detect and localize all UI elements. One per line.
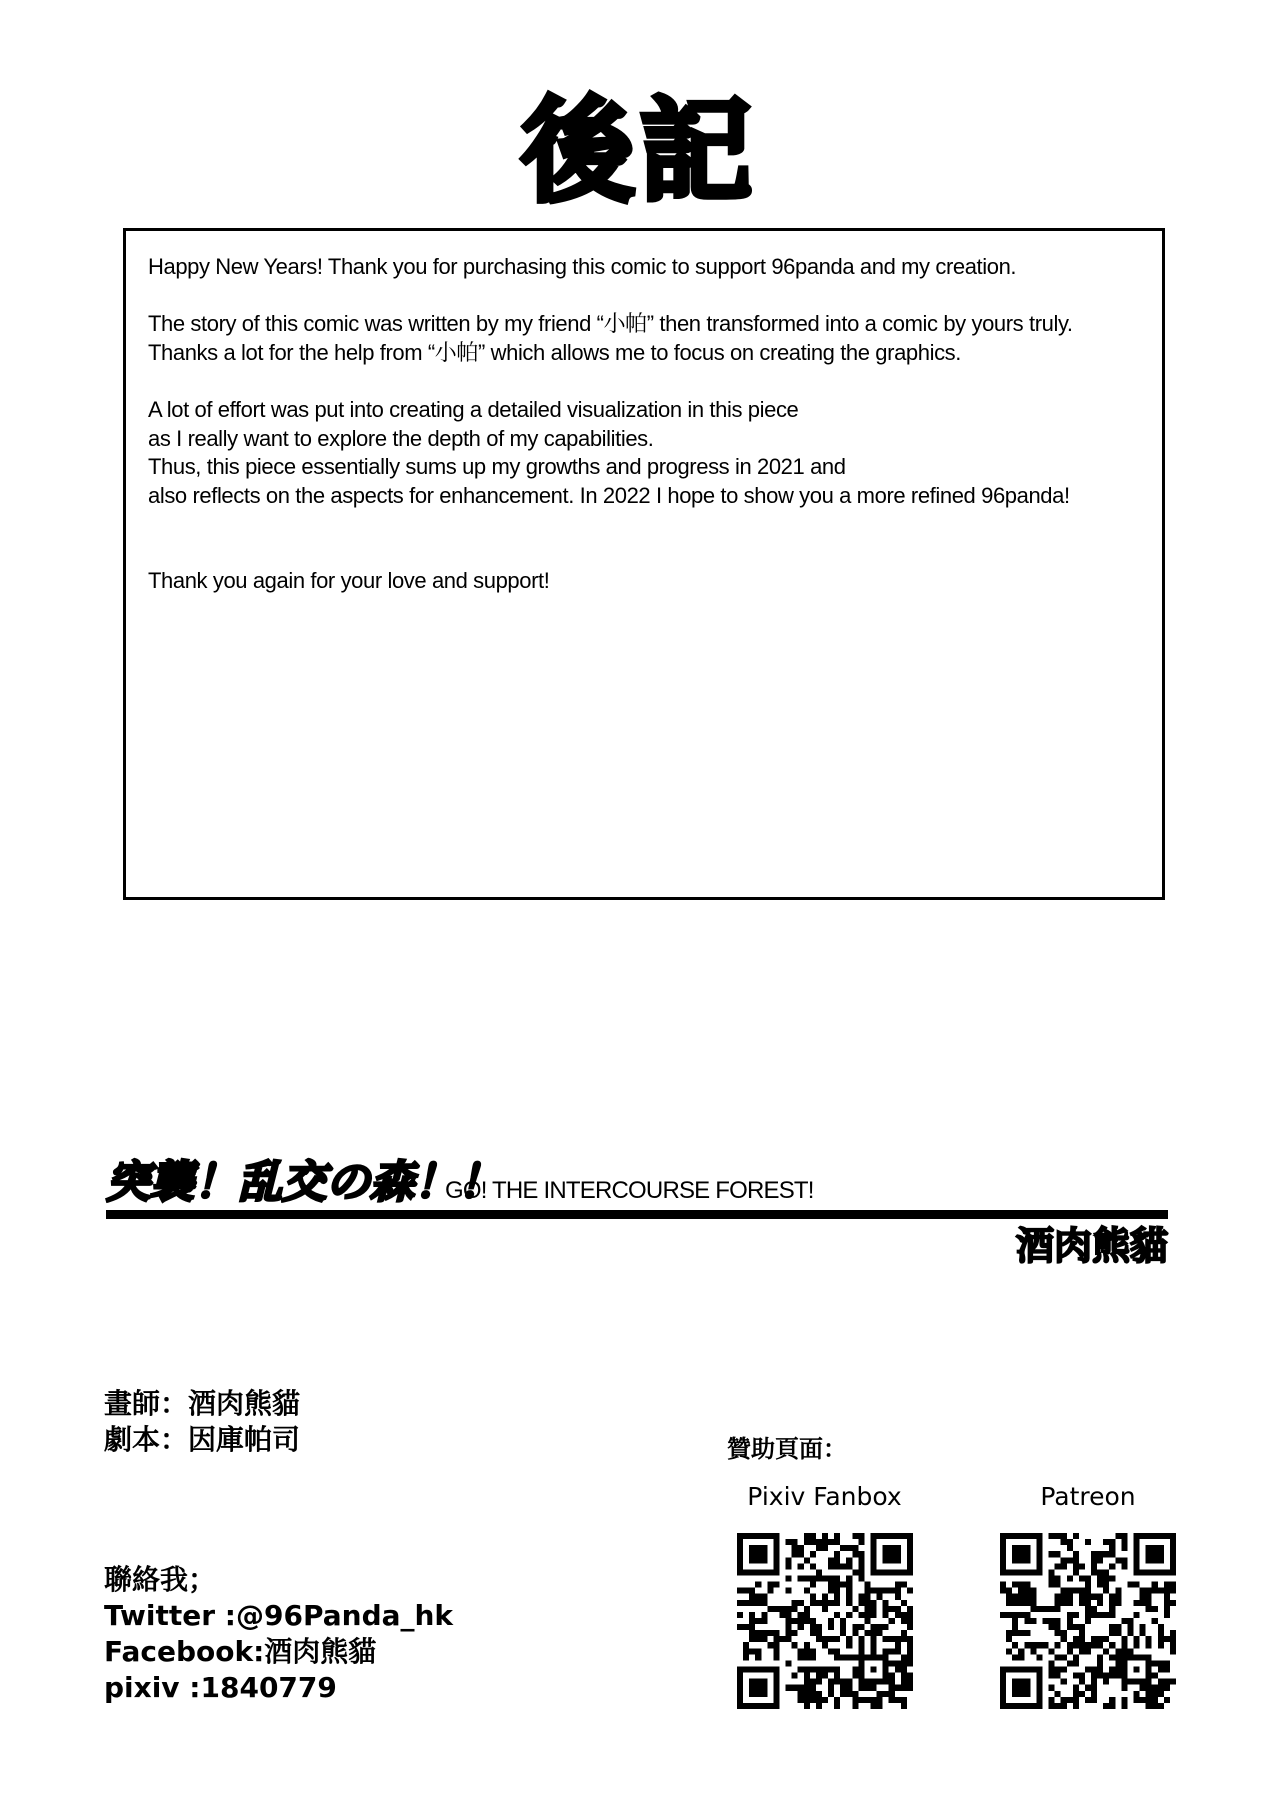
title-rule [106,1210,1168,1219]
page-heading: 後記 [522,87,758,217]
afterword-paragraph-1: Happy New Years! Thank you for purchasing this comic to support 96panda and my creation. [148,254,1017,279]
patreon-qr-icon [1000,1533,1176,1709]
fanbox-label: Pixiv Fanbox [747,1482,902,1511]
afterword-text [148,253,1148,625]
contact-heading: 聯絡我； [104,1563,217,1596]
contact-info [104,1562,453,1706]
sponsor-label: 贊助頁面： [727,1435,847,1463]
artist-credit: 畫師：酒肉熊貓 [104,1387,301,1420]
afterword-box [123,228,1165,900]
pixiv-id: pixiv :1840779 [104,1671,337,1704]
patreon-qr-code[interactable] [1000,1533,1176,1709]
patreon-label: Patreon [1040,1482,1136,1511]
comic-subtitle: GO! THE INTERCOURSE FOREST! [445,1177,814,1204]
afterword-paragraph-4: Thank you again for your love and support! [148,568,550,594]
fanbox-qr-code[interactable] [737,1533,913,1709]
circle-name: 酒肉熊貓 [1015,1224,1168,1268]
twitter-handle: Twitter :@96Panda_hk [104,1599,454,1632]
fanbox-qr-icon [737,1533,913,1709]
credits [104,1386,300,1458]
afterword-paragraph-3: A lot of effort was put into creating a detailed visualization in this piece as I really want to explore the depth of my capabilities. Thus, this piece essentially sums up my growths and progress in 2021 and also reflects on the aspects for enhancement. In 2022 I hope to show you a more refined 96panda! [148,396,1070,508]
afterword-paragraph-2: The story of this comic was written by my friend “小帕” then transformed into a comic by yours truly. Thanks a lot for the help from “小帕” which allows me to focus on creating the graphics. [148,311,1073,365]
facebook-handle: Facebook:酒肉熊貓 [104,1635,377,1668]
comic-title: 突襲！乱交の森！！ [106,1157,502,1208]
writer-credit: 劇本：因庫帕司 [104,1423,301,1456]
